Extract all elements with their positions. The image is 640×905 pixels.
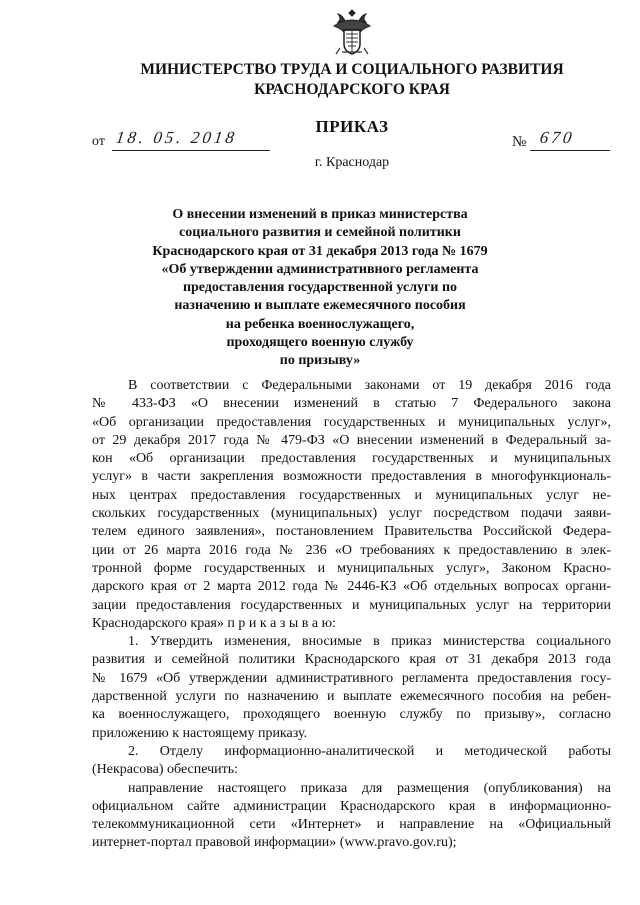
title-line: по призыву» [279, 353, 361, 369]
body-line: 1. Утвердить изменения, вносимые в приказ министерства социального [128, 634, 611, 650]
body-line: тронной форме государственных и муниципальных услуг», Законом Красно- [92, 560, 611, 576]
body-line: ка военнослужащего, проходящего военную службу по призыву», согласно [92, 707, 611, 723]
body-line: официальном сайте администрации Краснодарского края в информационно- [92, 798, 611, 814]
body-line: скольких государственных (муниципальных) услуг посредством подачи заяви- [92, 506, 611, 522]
title-line: Краснодарского края от 31 декабря 2013 года № 1679 [152, 243, 488, 259]
coat-of-arms-emblem [330, 4, 374, 58]
body-line: В соответствии с Федеральными законами от 19 декабря 2016 года [128, 378, 611, 393]
body-line: ции от 26 марта 2016 года № 236 «О требованиях к предоставлению в элек- [92, 542, 611, 558]
order-title [0, 206, 640, 371]
order-body [92, 377, 611, 853]
body-line: ных центрах предоставления государственных и муниципальных услуг не- [92, 487, 611, 503]
city-name: г. Краснодар [314, 155, 390, 170]
date-underline [112, 150, 270, 151]
date-handwritten-value: 18. 05. 2018 [114, 128, 239, 147]
ministry-name-line1: МИНИСТЕРСТВО ТРУДА И СОЦИАЛЬНОГО РАЗВИТИЯ [140, 61, 564, 78]
number-label: № [512, 134, 527, 150]
body-line: Краснодарского края» п р и к а з ы в а ю: [92, 615, 336, 631]
body-line: «Об организации предоставления государственных и муниципальных услуг», [92, 414, 611, 430]
body-line: приложению к настоящему приказу. [92, 725, 308, 741]
body-line: дарского края от 2 марта 2012 года № 2446-КЗ «Об отдельных вопросах органи- [92, 579, 611, 595]
body-line: дарственной услуги по назначению и выплате ежемесячного пособия на ребен- [92, 689, 611, 705]
body-line: 2. Отделу информационно-аналитической и методической работы [128, 743, 611, 759]
body-line: направление настоящего приказа для размещения (опубликования) на [128, 780, 611, 796]
body-line: телем единого заявления», постановлением Правительства Российской Федера- [92, 524, 611, 540]
title-line: на ребенка военнослужащего, [225, 316, 415, 332]
body-line: телекоммуникационной сети «Интернет» и направление на «Официальный [92, 817, 611, 833]
title-line: назначению и выплате ежемесячного пособия [174, 298, 466, 314]
body-line: № 1679 «Об утверждении административного регламента предоставления госу- [92, 670, 611, 686]
body-line: услуг» в части закрепления возможности предоставления в многофункциональ- [92, 469, 611, 485]
title-line: социального развития и семейной политики [179, 225, 461, 241]
body-line: зации предоставления государственных и муниципальных услуг на территории [92, 597, 611, 613]
ministry-name [0, 60, 640, 100]
title-line: предоставления государственной услуги по [182, 280, 458, 296]
number-handwritten-value: 670 [538, 128, 576, 147]
document-type-title: ПРИКАЗ [315, 117, 389, 136]
body-line: кон «Об организации предоставления государственных и муниципальных [92, 451, 611, 467]
ministry-name-line2: КРАСНОДАРСКОГО КРАЯ [254, 81, 450, 98]
date-label: от [92, 134, 105, 149]
body-line: № 433-ФЗ «О внесении изменений в статью 7 Федерального закона [92, 396, 611, 412]
body-line: развития и семейной политики Краснодарского края от 31 декабря 2013 года [92, 652, 611, 668]
title-line: О внесении изменений в приказ министерства [172, 207, 468, 222]
title-line: проходящего военную службу [226, 335, 414, 351]
title-line: «Об утверждении административного регламента [161, 261, 479, 277]
body-line: (Некрасова) обеспечить: [92, 762, 239, 778]
number-underline [530, 150, 610, 151]
body-line: интернет-портал правовой информации» (www.pravo.gov.ru); [92, 835, 457, 851]
body-line: от 29 декабря 2017 года № 479-ФЗ «О внесении изменений в Федеральный за- [92, 432, 611, 448]
